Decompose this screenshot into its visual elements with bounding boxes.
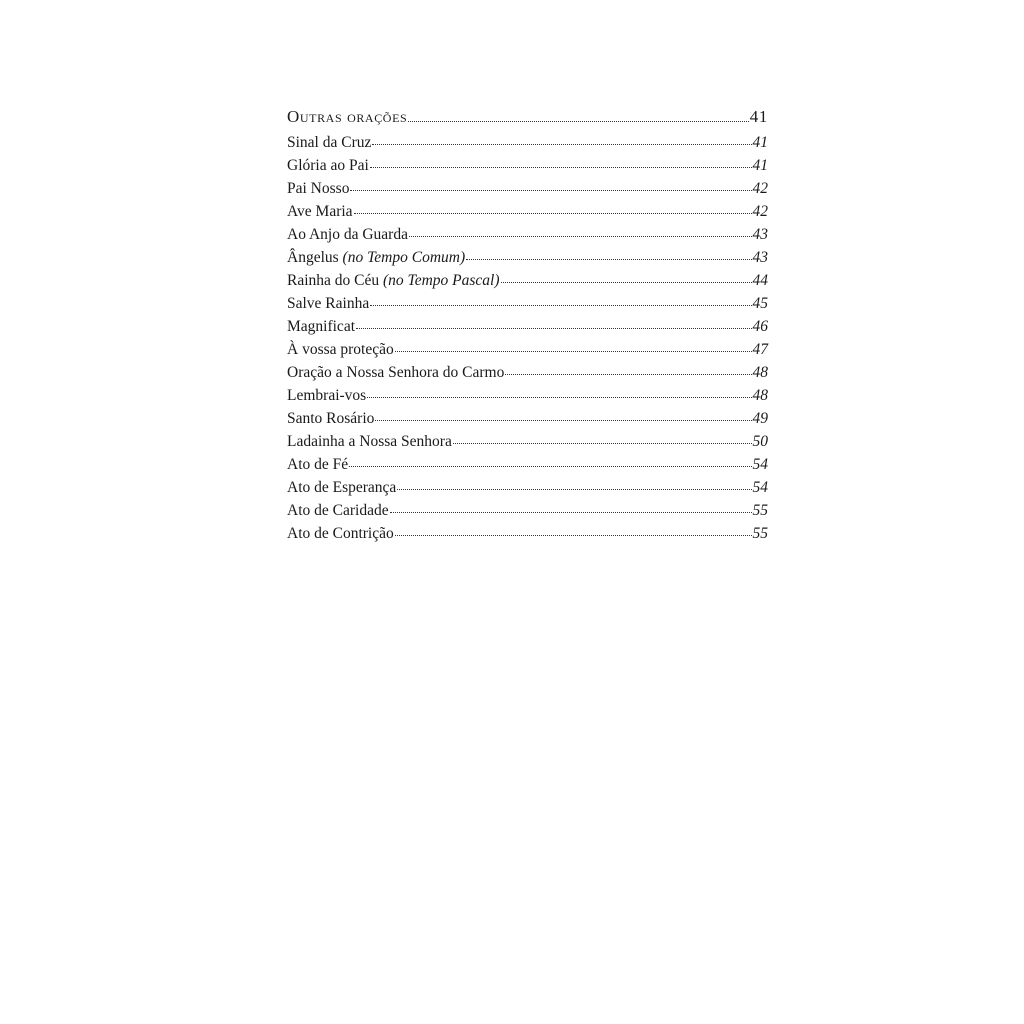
toc-entry — [287, 246, 768, 269]
toc-entry-page: 46 — [752, 318, 768, 335]
toc-entry-label: Glória ao Pai — [287, 157, 369, 174]
toc-entry-page: 54 — [752, 479, 768, 496]
toc-heading — [287, 103, 768, 131]
leader-dots — [453, 442, 752, 444]
toc-entry — [287, 131, 768, 154]
leader-dots — [409, 235, 752, 237]
toc-entry-label: À vossa proteção — [287, 341, 394, 358]
toc-entry-label: Magnificat — [287, 318, 356, 335]
toc-entry — [287, 315, 768, 338]
toc-entry-page: 42 — [752, 203, 768, 220]
leader-dots — [390, 511, 752, 513]
toc-entry-label: Ato de Caridade — [287, 502, 389, 519]
leader-dots — [370, 304, 751, 306]
toc-entry-page: 55 — [752, 502, 768, 519]
toc-entry — [287, 269, 768, 292]
toc-entry — [287, 499, 768, 522]
toc-entry — [287, 292, 768, 315]
leader-dots — [367, 396, 751, 398]
leader-dots — [349, 465, 751, 467]
toc-entry-label: Lembrai-vos — [287, 387, 367, 404]
toc-entry-page: 42 — [752, 180, 768, 197]
toc-entry-page: 44 — [752, 272, 768, 289]
leader-dots — [397, 488, 751, 490]
toc-entry-page: 49 — [752, 410, 768, 427]
toc-entry-label-italic: (no Tempo Pascal) — [383, 272, 500, 289]
leader-dots — [356, 327, 751, 329]
toc-entry-label: Salve Rainha — [287, 295, 370, 312]
toc-entry-page: 41 — [752, 134, 768, 151]
leader-dots — [354, 212, 752, 214]
leader-dots — [350, 189, 751, 191]
toc-entry — [287, 430, 768, 453]
toc-entry-page: 50 — [752, 433, 768, 450]
toc-entry-label: Ato de Esperança — [287, 479, 397, 496]
leader-dots — [505, 373, 751, 375]
toc-entry — [287, 338, 768, 361]
toc-entry-label: Oração a Nossa Senhora do Carmo — [287, 364, 505, 381]
toc-entry — [287, 200, 768, 223]
toc-entry-page: 41 — [752, 157, 768, 174]
table-of-contents — [287, 103, 768, 545]
toc-entry-label — [287, 246, 465, 269]
toc-entry-page: 47 — [752, 341, 768, 358]
leader-dots — [395, 534, 752, 536]
toc-entry-label: Ladainha a Nossa Senhora — [287, 433, 452, 450]
toc-heading-label: Outras orações — [287, 107, 408, 126]
toc-entry-page: 54 — [752, 456, 768, 473]
toc-entry-page: 55 — [752, 525, 768, 542]
toc-entry-label — [287, 269, 500, 292]
toc-entry — [287, 384, 768, 407]
toc-heading-page: 41 — [749, 107, 768, 126]
leader-dots — [408, 120, 749, 122]
toc-entry-label-italic: (no Tempo Comum) — [342, 249, 466, 266]
toc-entry-label: Ave Maria — [287, 203, 353, 220]
toc-entry-label: Santo Rosário — [287, 410, 375, 427]
leader-dots — [466, 258, 751, 260]
toc-entry — [287, 407, 768, 430]
toc-entry-label: Pai Nosso — [287, 180, 350, 197]
leader-dots — [370, 166, 752, 168]
toc-entry — [287, 453, 768, 476]
toc-entry-page: 43 — [752, 249, 768, 266]
toc-entry-page: 48 — [752, 387, 768, 404]
leader-dots — [372, 143, 751, 145]
toc-entry-page: 43 — [752, 226, 768, 243]
toc-entry-label-upright: Ângelus — [287, 249, 343, 266]
toc-entry-page: 48 — [752, 364, 768, 381]
toc-entry-label-upright: Rainha do Céu — [287, 272, 383, 289]
toc-entry — [287, 522, 768, 545]
toc-entry-label: Ato de Fé — [287, 456, 349, 473]
toc-entry-page: 45 — [752, 295, 768, 312]
toc-entry — [287, 223, 768, 246]
leader-dots — [375, 419, 751, 421]
toc-entry-label: Sinal da Cruz — [287, 134, 372, 151]
toc-entry — [287, 154, 768, 177]
toc-entry — [287, 361, 768, 384]
toc-entry-label: Ao Anjo da Guarda — [287, 226, 408, 243]
leader-dots — [501, 281, 752, 283]
leader-dots — [395, 350, 752, 352]
toc-entry-label: Ato de Contrição — [287, 525, 394, 542]
toc-entry — [287, 476, 768, 499]
toc-entry — [287, 177, 768, 200]
